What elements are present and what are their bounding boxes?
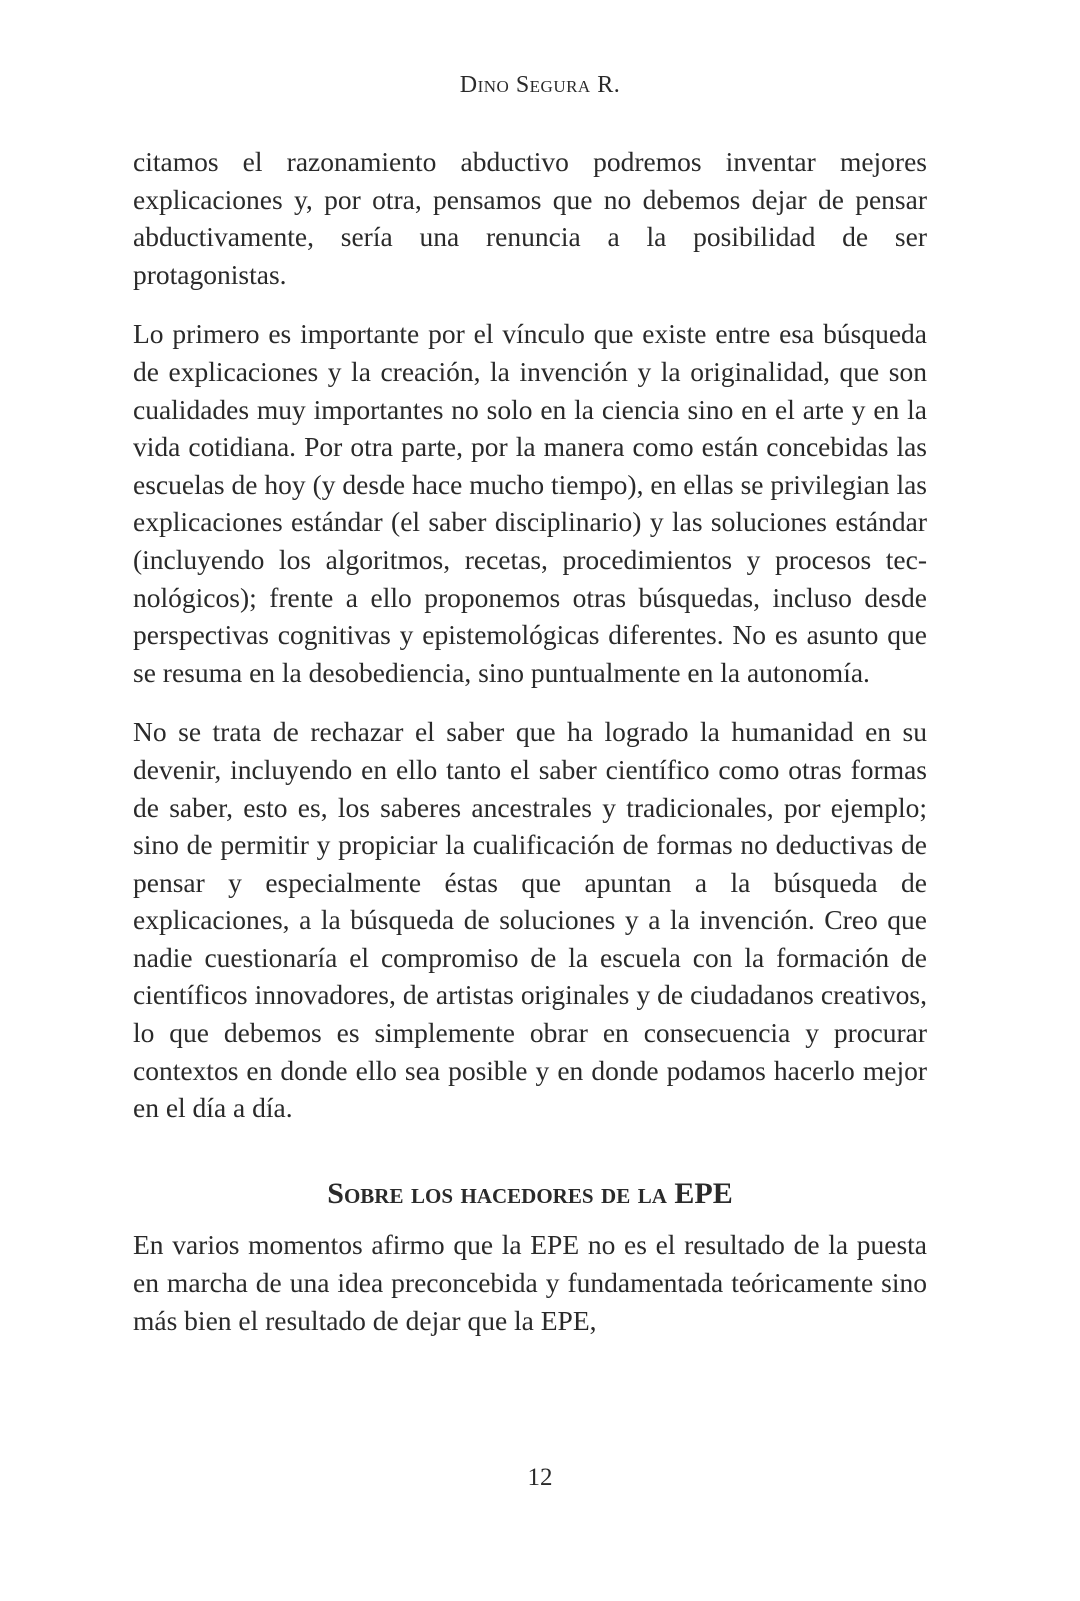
- paragraph-3: No se trata de rechazar el saber que ha logrado la humanidad en su devenir, incluyendo en ello tanto el saber científico como otras formas de saber, esto es, los saberes ancestrales y tradicionales, por ejemplo; sino de permitir y propiciar la cualificación de formas no deductivas de pensar y especialmente éstas que apuntan a la búsqueda de explicaciones, a la búsqueda de soluciones y a la invención. Creo que nadie cuestionaría el compromiso de la escuela con la formación de científicos innovadores, de artistas originales y de ciudadanos creativos, lo que debemos es simplemente obrar en consecuencia y procurar contextos en donde ello sea posible y en donde podamos hacerlo mejor en el día a día.: [133, 716, 927, 1124]
- section-paragraph: En varios momentos afirmo que la EPE no es el resultado de la puesta en marcha de una idea preconcebida y fundamentada teóricamente sino más bien el resultado de dejar que la EPE,: [133, 1229, 927, 1336]
- section-heading: Sobre los hacedores de la EPE: [327, 1176, 733, 1210]
- paragraph-1: citamos el razonamiento abductivo podremos inventar mejores explicaciones y, por otra, pensamos que no debemos dejar de pensar abductivamente, sería una renuncia a la posibilidad de ser protagonistas.: [133, 146, 927, 290]
- paragraph-2: Lo primero es importante por el vínculo que existe entre esa búsqueda de explicaciones y la creación, la invención y la originalidad, que son cualidades muy importantes no solo en la ciencia sino en el arte y en la vida cotidiana. Por otra parte, por la manera como están concebidas las escuelas de hoy (y desde hace mucho tiempo), en ellas se privilegian las explicaciones estándar (el saber disciplinario) y las soluciones estándar (incluyendo los algoritmos, recetas, procedimientos y procesos tecnológicos); frente a ello proponemos otras búsquedas, incluso desde perspectivas cognitivas y epistemológicas diferentes. No es asunto que se resuma en la desobediencia, sino puntualmente en la autonomía.: [133, 318, 927, 688]
- body-text: [133, 143, 927, 1361]
- page-number: 12: [527, 1464, 553, 1491]
- running-head: Dino Segura R.: [459, 72, 621, 98]
